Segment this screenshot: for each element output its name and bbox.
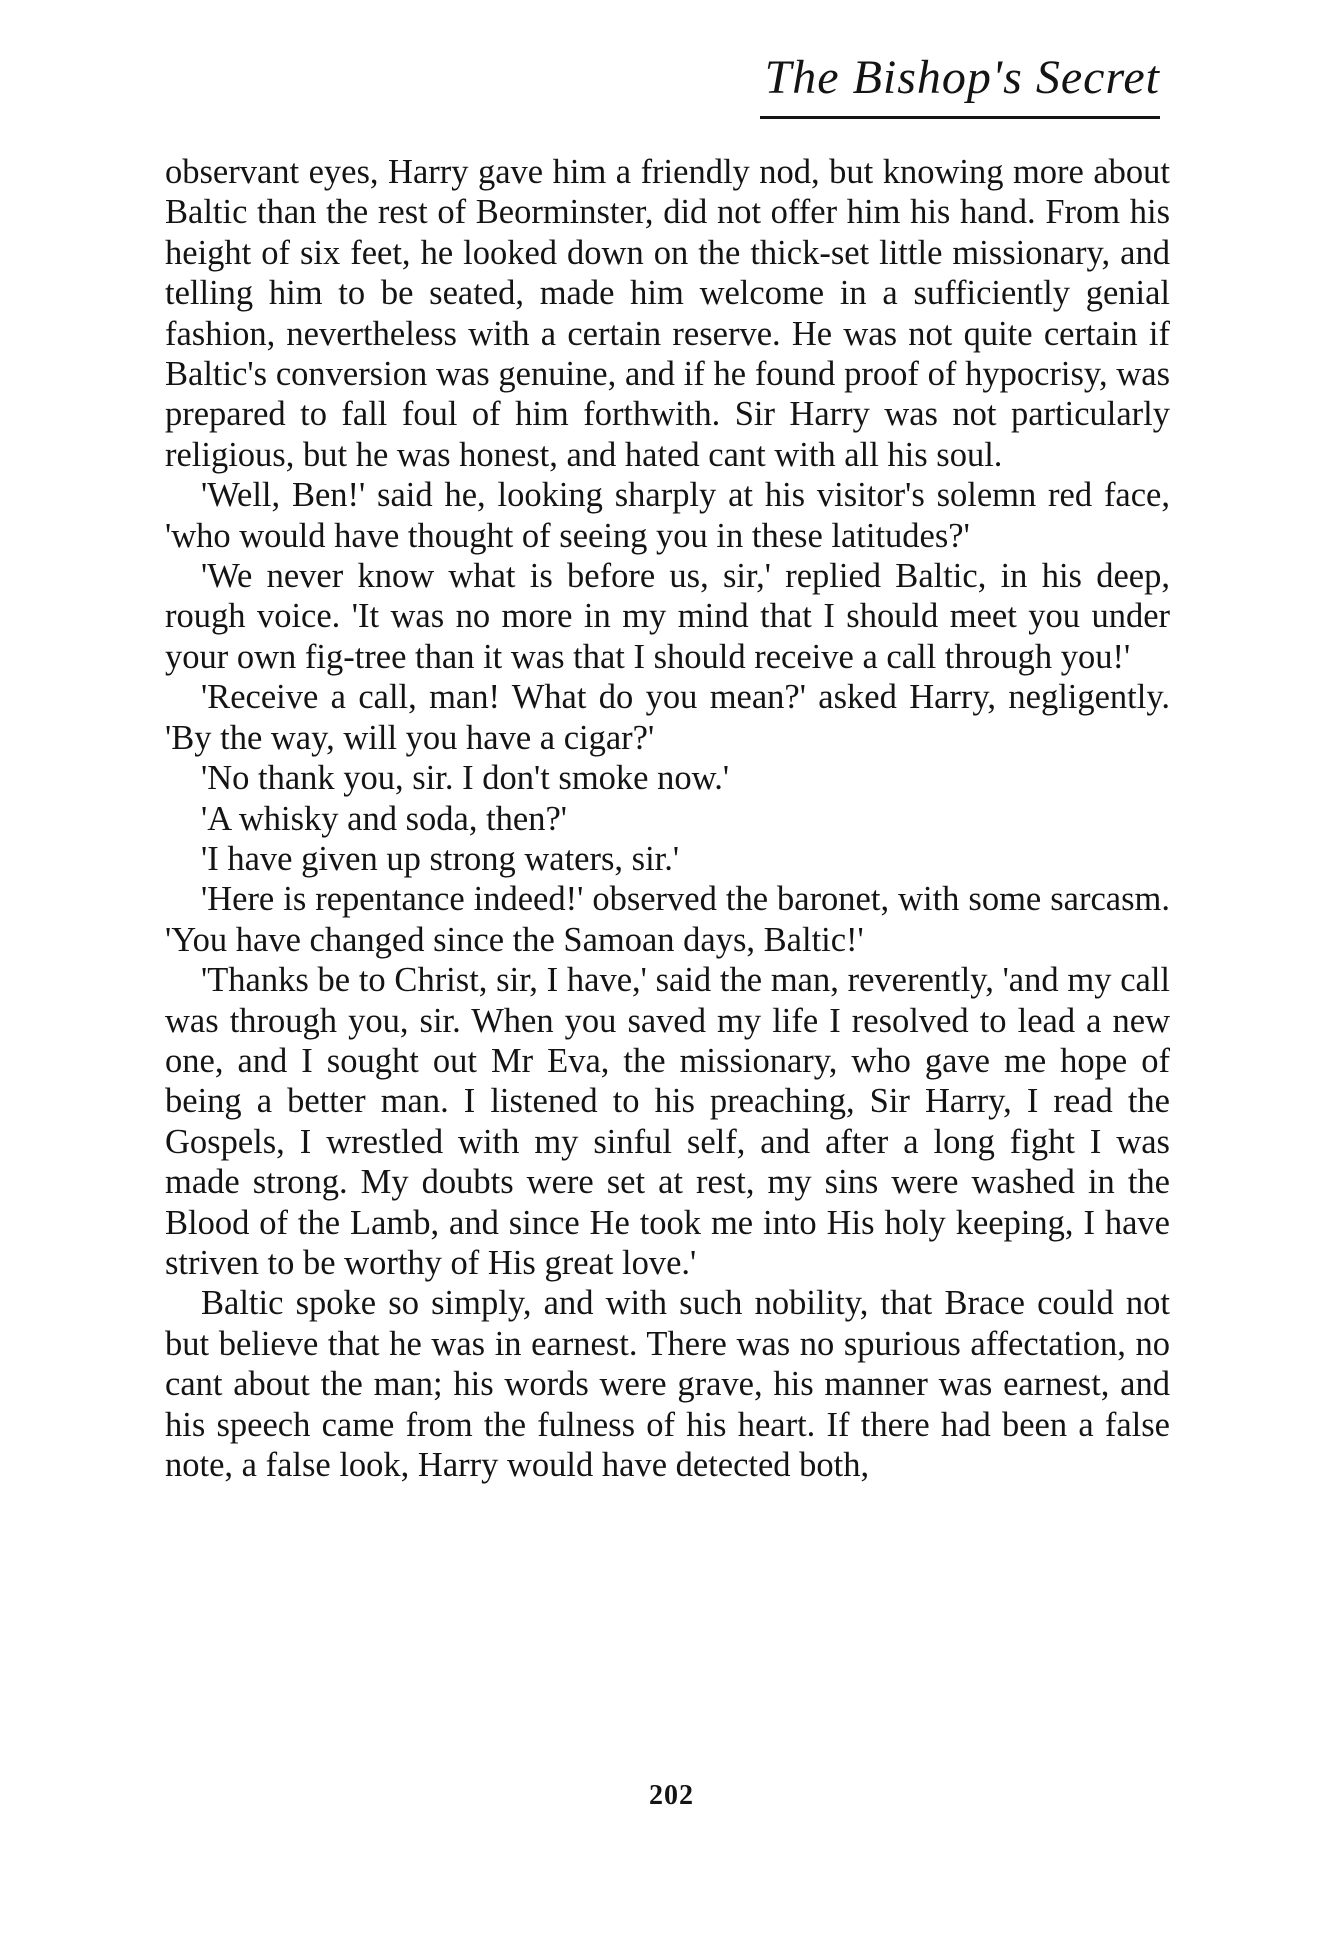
paragraph: 'I have given up strong waters, sir.': [201, 839, 680, 878]
paragraph: observant eyes, Harry gave him a friendly nod, but knowing more about Baltic than the rest of Beorminster, did not offer him his hand. From his height of six feet, he looked down on the thick-set little missionary, and telling him to be seated, made him welcome in a sufficiently genial fashion, nevertheless with a certain reserve. He was not quite certain if Baltic's conversion was genuine, and if he found proof of hypocrisy, was prepared to fall foul of him forthwith. Sir Harry was not particularly religious, but he was honest, and hated cant with all his soul.: [165, 153, 1170, 474]
paragraph: 'We never know what is before us, sir,' replied Baltic, in his deep, rough voice. 'It was no more in my mind that I should meet you under your own fig-tree than it was that I should receive a call through you!': [165, 557, 1170, 676]
paragraph: Baltic spoke so simply, and with such nobility, that Brace could not but believe that he was in earnest. There was no spurious affectation, no cant about the man; his words were grave, his manner was earnest, and his speech came from the fulness of his heart. If there had been a false note, a false look, Harry would have detected both,: [165, 1284, 1170, 1484]
running-head-title: The Bishop's Secret: [764, 51, 1160, 104]
body-text: [165, 152, 1170, 1485]
paragraph: 'A whisky and soda, then?': [201, 799, 568, 838]
paragraph: 'Thanks be to Christ, sir, I have,' said the man, reverently, 'and my call was through you, sir. When you saved my life I resolved to lead a new one, and I sought out Mr Eva, the missionary, who gave me hope of being a better man. I listened to his preaching, Sir Harry, I read the Gospels, I wrestled with my sinful self, and after a long fight I was made strong. My doubts were set at rest, my sins were washed in the Blood of the Lamb, and since He took me into His holy keeping, I have striven to be worthy of His great love.': [165, 961, 1170, 1282]
paragraph: 'Receive a call, man! What do you mean?' asked Harry, negligently. 'By the way, will you have a cigar?': [165, 678, 1170, 757]
paragraph: 'Well, Ben!' said he, looking sharply at his visitor's solemn red face, 'who would have thought of seeing you in these latitudes?': [165, 476, 1170, 555]
page-number: 202: [649, 1780, 694, 1811]
paragraph: 'Here is repentance indeed!' observed the baronet, with some sarcasm. 'You have changed since the Samoan days, Baltic!': [165, 880, 1170, 959]
header-rule: [760, 116, 1160, 119]
paragraph: 'No thank you, sir. I don't smoke now.': [201, 759, 730, 798]
